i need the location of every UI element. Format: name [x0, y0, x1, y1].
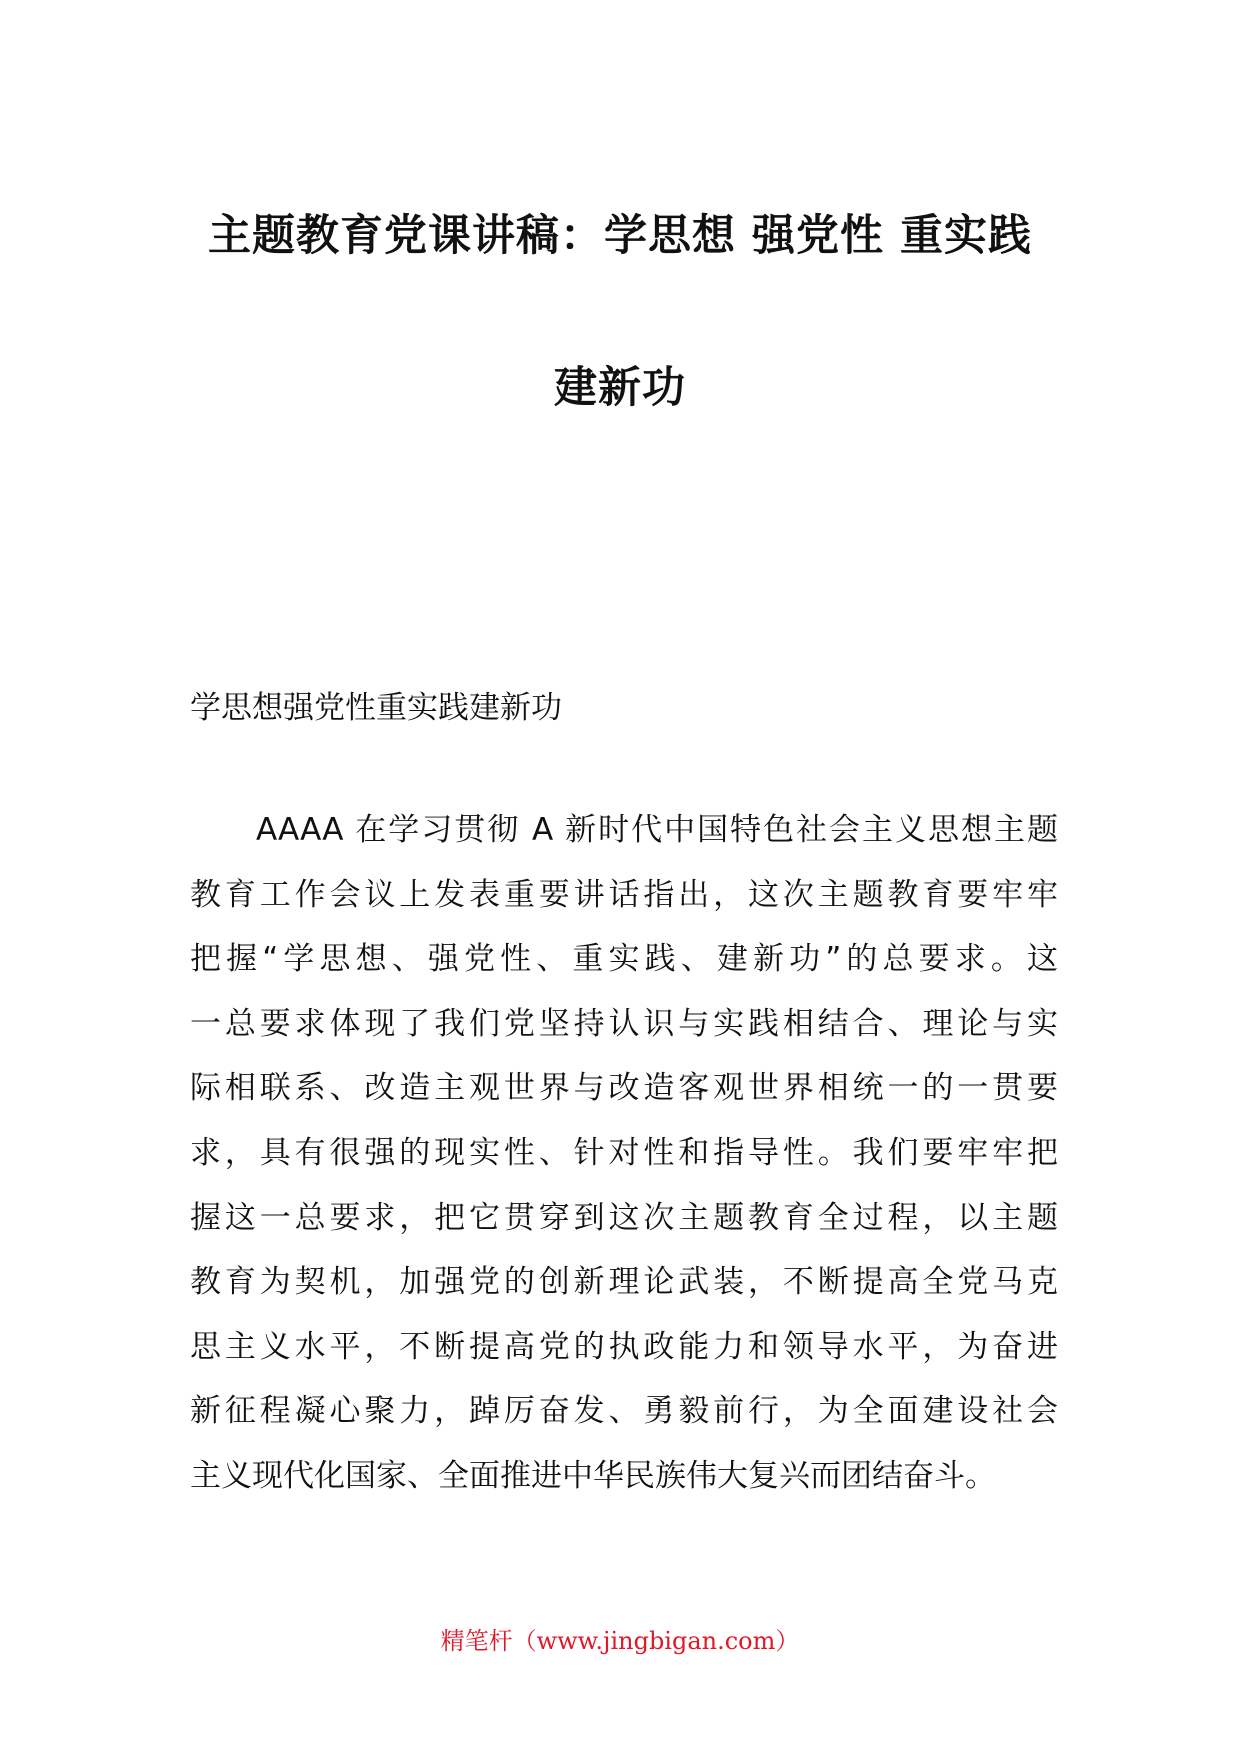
document-title-line-1: 主题教育党课讲稿：学思想 强党性 重实践: [208, 211, 1032, 261]
paragraph-line: 主义现代化国家、全面推进中华民族伟大复兴而团结奋斗。: [190, 1457, 996, 1494]
paragraph-line: 握这一总要求，把它贯穿到这次主题教育全过程，以主题: [190, 1199, 1058, 1236]
footer-watermark: 精笔杆（www.jingbigan.com）: [440, 1627, 800, 1655]
paragraph-line: AAAA 在学习贯彻 A 新时代中国特色社会主义思想主题: [190, 812, 1058, 848]
document-subtitle: 学思想强党性重实践建新功: [190, 690, 562, 726]
paragraph-line: 新征程凝心聚力，踔厉奋发、勇毅前行，为全面建设社会: [190, 1393, 1058, 1430]
body-paragraph: [190, 808, 1058, 1519]
paragraph-line: 一总要求体现了我们党坚持认识与实践相结合、理论与实: [190, 1005, 1058, 1042]
paragraph-line: 把握“学思想、强党性、重实践、建新功”的总要求。这: [190, 941, 1058, 978]
paragraph-line: 教育工作会议上发表重要讲话指出，这次主题教育要牢牢: [190, 876, 1058, 913]
paragraph-line: 教育为契机，加强党的创新理论武装，不断提高全党马克: [190, 1264, 1058, 1301]
paragraph-line: 际相联系、改造主观世界与改造客观世界相统一的一贯要: [190, 1070, 1058, 1107]
document-title-line-2: 建新功: [554, 363, 686, 413]
paragraph-line: 求，具有很强的现实性、针对性和指导性。我们要牢牢把: [190, 1134, 1058, 1171]
paragraph-line: 思主义水平，不断提高党的执政能力和领导水平，为奋进: [190, 1328, 1058, 1365]
